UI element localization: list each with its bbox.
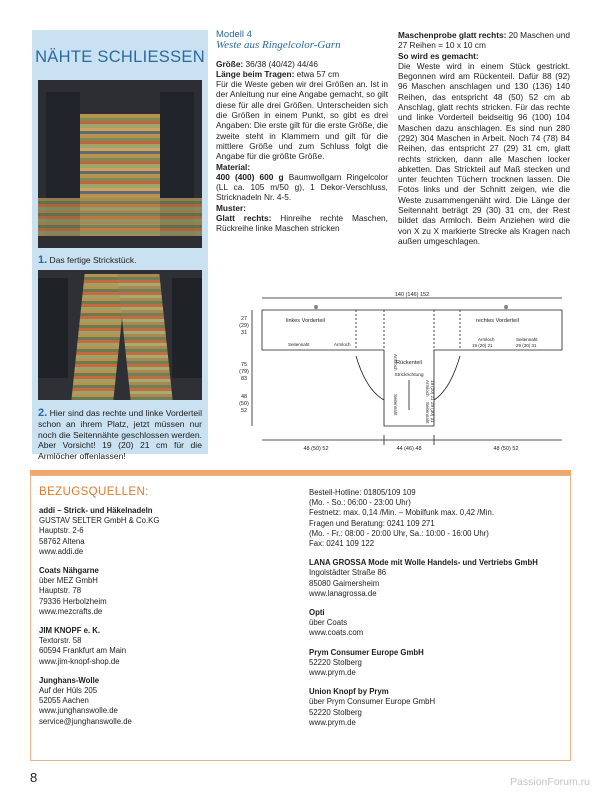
supplier-link[interactable]: www.jim-knopf-shop.de	[39, 656, 120, 666]
label-seitennaht-vert-l: Seitennaht	[393, 394, 398, 416]
hotline-line: Fragen und Beratung: 0241 109 271	[309, 518, 435, 528]
value-seitennaht-r: 29 (30) 31	[516, 343, 537, 348]
pattern-label: Muster:	[216, 202, 246, 213]
supplier-name: Junghans-Wolle	[39, 675, 100, 685]
model-label: Modell 4	[216, 29, 252, 40]
supplier-link[interactable]: www.coats.com	[309, 628, 364, 638]
value-armloch-r: 19 (20) 21	[472, 343, 493, 348]
label-seitennaht-vert: Seitennaht	[425, 402, 430, 424]
supplier-link[interactable]: www.prym.de	[309, 717, 356, 727]
supplier-entry	[39, 566, 299, 617]
sidebar-title: NÄHTE SCHLIESSEN	[35, 48, 205, 66]
supplier-line: über Coats	[309, 618, 348, 628]
photo-finished-piece	[38, 80, 202, 248]
dim-left-top-2: (29)	[239, 323, 249, 329]
material-label: Material:	[216, 161, 251, 172]
supplier-entry	[39, 506, 299, 557]
label-seitennaht-r: Seitennaht	[516, 337, 538, 342]
supplier-line: Auf der Hüls 205	[39, 686, 98, 696]
supplier-line: über Prym Consumer Europe GmbH	[309, 697, 436, 707]
supplier-line: 52220 Stolberg	[309, 707, 362, 717]
hotline-line: (Mo. - Fr.: 08:00 - 20:00 Uhr, Sa.: 10:00 - 16:00 Uhr)	[309, 528, 489, 538]
x-mark-left: ⊗	[313, 305, 319, 311]
hotline-line: Fax: 0241 109 122	[309, 539, 375, 549]
supplier-link[interactable]: www.addi.de	[39, 546, 84, 556]
dim-low-1: 48	[240, 394, 248, 400]
dim-total-1: 75	[240, 362, 248, 368]
hotline-line: Bestell-Hotline: 01805/109 109	[309, 488, 416, 497]
photo-caption-1: 1. Das fertige Strickstück.	[38, 254, 137, 266]
dim-total-3: 83	[240, 376, 248, 382]
order-hotline	[309, 488, 564, 549]
supplier-entry	[39, 626, 299, 667]
article-column-2	[398, 30, 570, 246]
label-knit-direction: Strickrichtung	[394, 373, 424, 378]
supplier-entry	[39, 676, 299, 727]
sidebar-panel	[32, 30, 208, 462]
supplier-name: Coats Nähgarne	[39, 566, 99, 576]
dim-left-top-3: 31	[240, 330, 248, 336]
label-right-front: rechtes Vorderteil	[476, 318, 519, 324]
material-text: 400 (400) 600 g Baumwollgarn Ringelcolor (LL ca. 105 m/50 g), 1 Dekor-Verschluss, Stricknadeln Nr. 4-5.	[216, 171, 388, 203]
supplier-line: 60594 Frankfurt am Main	[39, 646, 127, 656]
dim-bottom-right: 48 (50) 52	[493, 446, 519, 452]
photo-caption-2: 2. Hier sind das rechte und linke Vorderteil schon an ihrem Platz, jetzt müssen nur noch die Seitennähte geschlossen werden. Aber Vorsicht! 19 (20) 21 cm für die Armlöcher offenlassen!	[38, 407, 202, 462]
label-back: Rückenteil	[396, 360, 422, 366]
dim-low-3: 52	[240, 408, 248, 414]
watermark: PassionForum.ru	[510, 776, 590, 788]
sources-column-right	[309, 488, 564, 737]
supplier-line: Textorstr. 58	[39, 636, 82, 646]
label-armloch-vert: Armloch	[425, 380, 430, 397]
dim-bottom-mid: 44 (46) 48	[396, 446, 422, 452]
pattern-text: Glatt rechts: Hinreihe rechte Maschen, Rückreihe linke Maschen stricken	[216, 213, 388, 234]
supplier-line: Hauptstr. 78	[39, 586, 82, 596]
instructions-label: So wird es gemacht:	[398, 50, 479, 61]
length-line: Länge beim Tragen: etwa 57 cm	[216, 68, 340, 79]
article-title: Weste aus Ringelcolor-Garn	[216, 39, 341, 52]
gauge-text: Maschenprobe glatt rechts: 20 Maschen und 27 Reihen = 10 x 10 cm	[398, 30, 570, 51]
sources-title: BEZUGSQUELLEN:	[39, 486, 149, 498]
dim-left-top-1: 27	[240, 316, 248, 322]
label-seitennaht-l: Seitennaht	[288, 342, 310, 347]
pattern-diagram	[216, 290, 572, 460]
supplier-line: Ingolstädter Straße 86	[309, 568, 387, 578]
intro-text: Für die Weste geben wir drei Größen an. Ist in der Anleitung nur eine Angabe gemacht, so gilt diese für alle drei Größen. Unterscheiden sich die Größen in einem Punkt, so gibt es drei Angaben: Die erste gilt für die erste Größe, die zweite steht in Klammern und gilt für die mittlere Größe und zum Schluss folgt die Angabe für die größte Größe.	[216, 79, 388, 162]
supplier-name: addi – Strick- und Häkelnadeln	[39, 506, 153, 515]
label-armloch-l: Armloch	[334, 342, 351, 347]
label-armloch-vert-l: Armloch	[393, 354, 398, 371]
supplier-link[interactable]: service@junghanswolle.de	[39, 716, 132, 726]
supplier-entry	[309, 648, 564, 679]
supplier-link[interactable]: www.prym.de	[309, 668, 356, 678]
supplier-name: Prym Consumer Europe GmbH	[309, 647, 424, 657]
instructions-text: Die Weste wird in einem Stück gestrickt. Begonnen wird am Rückenteil. Dafür 88 (92) 96 Maschen anschlagen und 130 (136) 140 Reihen, das entspricht 48 (50) 52 cm ab Anschlag, glatt rechts stricken. Für das rechte und linke Vorderteil beidseitig 96 (100) 104 Maschen dazu anschlagen. Es sind nun 280 (292) 304 Maschen in Arbeit. Noch 74 (78) 84 Reihen, das entspricht 27 (29) 31 cm, glatt rechts stricken, dann alle Maschen locker abketten. Das Strickteil auf Maß stecken und unter feuchten Tüchern trocknen lassen. Die Fotos links und der Schnitt zeigen, wie die Weste zusammengenäht wird. Die Länge der Seitennaht beträgt 29 (30) 31 cm, der Rest bildet das Armloch. Beim Anziehen wird die von X zu X markierte Strecke als Kragen nach außen umgeschlagen.	[398, 60, 570, 246]
supplier-name: Union Knopf by Prym	[309, 687, 389, 697]
supplier-link[interactable]: www.lanagrossa.de	[309, 588, 377, 598]
supplier-line: 58762 Altena	[39, 536, 85, 546]
dim-total-2: (79)	[239, 369, 249, 375]
supplier-entry	[309, 558, 564, 599]
label-armloch-r: Armloch	[478, 337, 495, 342]
supplier-entry	[309, 608, 564, 639]
hotline-line: (Mo. - So.: 06:00 - 23:00 Uhr)	[309, 498, 411, 508]
dim-top-width: 140 (146) 152	[394, 292, 430, 298]
supplier-entry	[309, 687, 564, 728]
page-number: 8	[30, 770, 38, 785]
dim-bottom-left: 48 (50) 52	[303, 446, 329, 452]
dim-low-2: (50)	[239, 401, 249, 407]
supplier-line: 52220 Stolberg	[309, 657, 362, 667]
supplier-link[interactable]: www.mezcrafts.de	[39, 606, 103, 616]
photo-front-pieces	[38, 270, 202, 400]
supplier-line: 85080 Gaimersheim	[309, 578, 380, 588]
supplier-line: GUSTAV SELTER GmbH & Co.KG	[39, 516, 160, 526]
supplier-line: 52055 Aachen	[39, 696, 89, 706]
label-left-front: linkes Vorderteil	[286, 318, 325, 324]
x-mark-right: ⊗	[503, 305, 509, 311]
sources-box	[30, 475, 571, 761]
supplier-line: über MEZ GmbH	[39, 576, 98, 586]
sources-column-left	[39, 506, 299, 736]
value-armloch-vert: 19 (20) 21	[430, 380, 435, 401]
supplier-line: 79336 Herbolzheim	[39, 596, 107, 606]
article-column-1	[216, 30, 388, 234]
supplier-line: Hauptstr. 2-6	[39, 526, 84, 536]
hotline-line: Festnetz: max. 0,14 /Min. – Mobilfunk max. 0,42 /Min.	[309, 508, 495, 518]
supplier-name: LANA GROSSA Mode mit Wolle Handels- und Vertriebs GmbH	[309, 558, 538, 568]
value-seitennaht-vert: 29 (30) 31	[430, 402, 435, 423]
supplier-link[interactable]: www.junghanswolle.de	[39, 706, 118, 716]
diagram-svg	[216, 290, 572, 460]
size-line: Größe: 36/38 (40/42) 44/46	[216, 58, 318, 69]
supplier-name: JIM KNOPF e. K.	[39, 626, 101, 636]
supplier-name: Opti	[309, 608, 325, 618]
